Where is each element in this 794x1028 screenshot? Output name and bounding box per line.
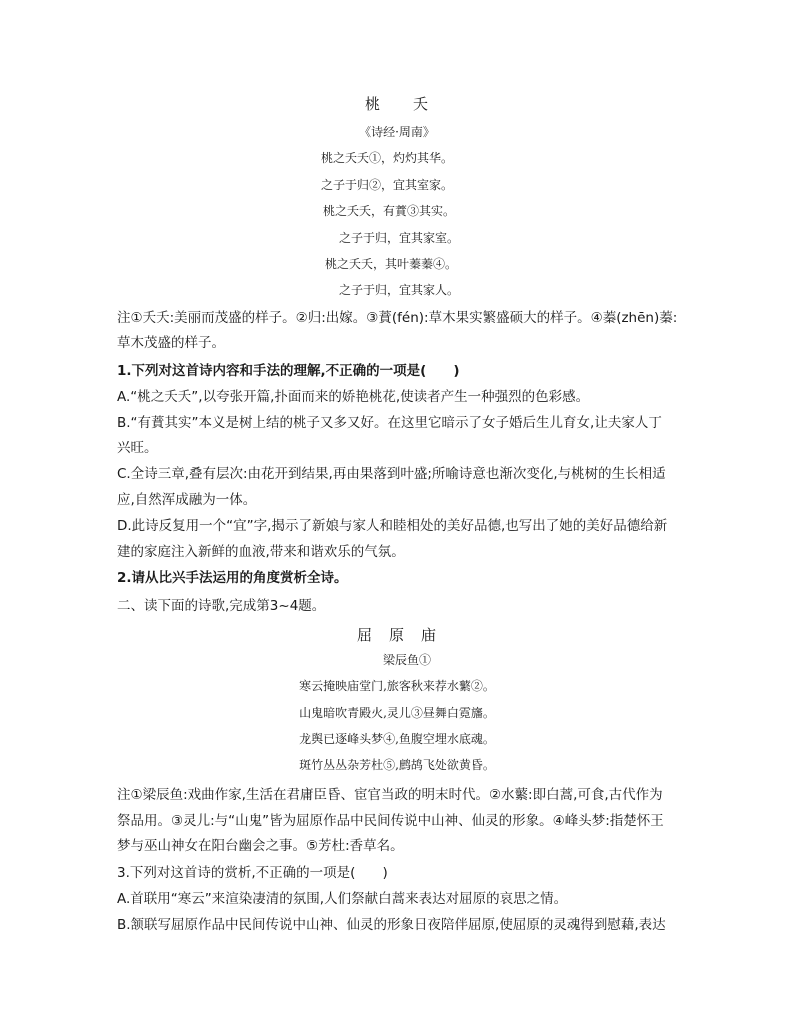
question-1-option-b-line-1: B.“有蕡其实”本义是树上结的桃子又多又好。在这里它暗示了女子婚后生儿育女,让夫家人丁	[117, 415, 662, 431]
poem2-notes-line-3: 梦与巫山神女在阳台幽会之事。⑤芳杜:香草名。	[117, 838, 404, 854]
poem1-line-3: 桃之夭夭，有蕡③其实。	[322, 204, 455, 218]
question-1-stem: 1.下列对这首诗内容和手法的理解,不正确的一项是( )	[117, 363, 460, 379]
poem1-notes-line-2: 草木茂盛的样子。	[117, 335, 225, 351]
poem1-notes-line-1: 注①夭夭:美丽而茂盛的样子。②归:出嫁。③蕡(fén):草木果实繁盛硕大的样子。④蓁(zhēn)蓁:	[117, 310, 678, 326]
question-1-option-c-line-1: C.全诗三章,叠有层次:由花开到结果,再由果落到叶盛;所喻诗意也渐次变化,与桃树的生长相适	[117, 466, 666, 482]
poem1-source: 《诗经·周南》	[359, 125, 435, 139]
poem2-line-2: 山鬼暗吹青殿火,灵儿③昼舞白霓旛。	[299, 706, 495, 720]
poem2-title: 屈 原 庙	[356, 626, 437, 644]
poem1-line-4: 之子于归，宜其家室。	[338, 231, 459, 245]
poem2-notes-line-1: 注①梁辰鱼:戏曲作家,生活在君庸臣昏、宦官当政的明末时代。②水蘩:即白蒿,可食,古代作为	[117, 787, 663, 803]
question-1-option-c-line-2: 应,自然浑成融为一体。	[117, 492, 257, 508]
poem2-line-4: 斑竹丛丛杂芳杜⑤,鹧鸪飞处欲黄昏。	[299, 758, 495, 772]
poem2-line-3: 龙舆已逐峰头梦④,鱼腹空埋水底魂。	[299, 732, 495, 746]
poem2-notes-line-2: 祭品用。③灵儿:与“山鬼”皆为屈原作品中民间传说中山神、仙灵的形象。④峰头梦:指楚怀王	[117, 813, 664, 829]
question-1-option-b-line-2: 兴旺。	[117, 440, 158, 456]
question-1-option-d-line-1: D.此诗反复用一个“宜”字,揭示了新娘与家人和睦相处的美好品德,也写出了她的美好品德给新	[117, 518, 668, 534]
poem1-line-5: 桃之夭夭，其叶蓁蓁④。	[324, 257, 457, 271]
poem1-line-1: 桃之夭夭①，灼灼其华。	[320, 151, 453, 165]
poem2-author: 梁辰鱼①	[382, 653, 431, 667]
poem1-title: 桃 夭	[364, 95, 429, 113]
poem2-line-1: 寒云掩映庙堂门,旅客秋来荐水蘩②。	[299, 679, 495, 693]
poem1-line-2: 之子于归②，宜其室家。	[320, 178, 453, 192]
question-1-option-d-line-2: 建的家庭注入新鲜的血液,带来和谐欢乐的气氛。	[117, 544, 405, 560]
question-2-stem: 2.请从比兴手法运用的角度赏析全诗。	[117, 570, 348, 586]
question-3-option-a: A.首联用“寒云”来渲染凄清的氛围,人们祭献白蒿来表达对屈原的哀思之情。	[117, 891, 568, 907]
section-2-heading: 二、读下面的诗歌,完成第3~4题。	[117, 598, 326, 614]
poem1-line-6: 之子于归，宜其家人。	[338, 283, 459, 297]
question-1-option-a: A.“桃之夭夭”,以夸张开篇,扑面而来的娇艳桃花,使读者产生一种强烈的色彩感。	[117, 389, 590, 405]
question-3-option-b-line-1: B.颔联写屈原作品中民间传说中山神、仙灵的形象日夜陪伴屈原,使屈原的灵魂得到慰藉,表达	[117, 917, 666, 933]
question-3-stem: 3.下列对这首诗的赏析,不正确的一项是( )	[117, 865, 388, 881]
